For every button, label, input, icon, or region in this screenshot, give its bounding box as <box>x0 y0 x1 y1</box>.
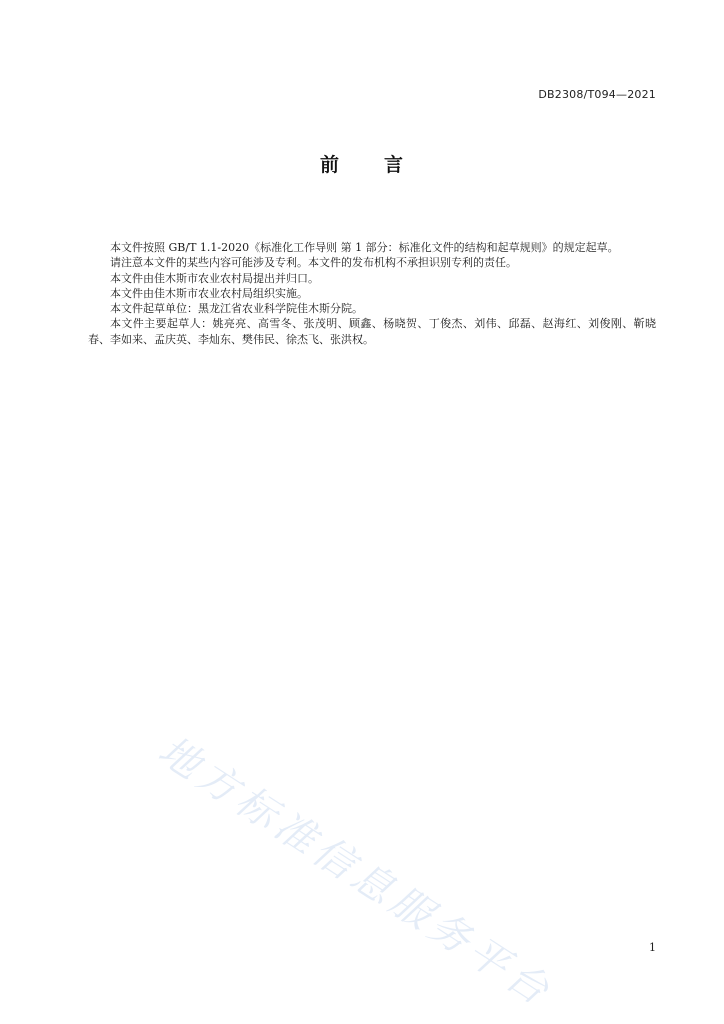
foreword-body <box>88 240 656 347</box>
paragraph-standard-basis: 本文件按照 GB/T 1.1-2020《标准化工作导则 第 1 部分：标准化文件的结构和起草规则》的规定起草。 <box>110 241 619 254</box>
title-char-2: 言 <box>384 154 405 176</box>
paragraph-patent-notice: 请注意本文件的某些内容可能涉及专利。本文件的发布机构不承担识别专利的责任。 <box>110 256 517 270</box>
document-code: DB2308/T094—2021 <box>538 88 656 101</box>
page-number: 1 <box>649 941 656 954</box>
paragraph-drafters: 本文件主要起草人：姚亮亮、高雪冬、张茂明、顾鑫、杨晓贺、丁俊杰、刘伟、邱磊、赵海红、刘俊刚、靳晓春、李如来、孟庆英、李灿东、樊伟民、徐杰飞、张洪权。 <box>88 317 656 346</box>
page-title <box>0 150 724 177</box>
watermark: 地方标准信息服务平台 <box>150 727 561 1017</box>
paragraph-proposer: 本文件由佳木斯市农业农村局提出并归口。 <box>110 271 319 285</box>
title-char-1: 前 <box>319 154 340 176</box>
paragraph-implementer: 本文件由佳木斯市农业农村局组织实施。 <box>110 286 308 300</box>
paragraph-drafting-unit: 本文件起草单位：黑龙江省农业科学院佳木斯分院。 <box>110 302 363 316</box>
